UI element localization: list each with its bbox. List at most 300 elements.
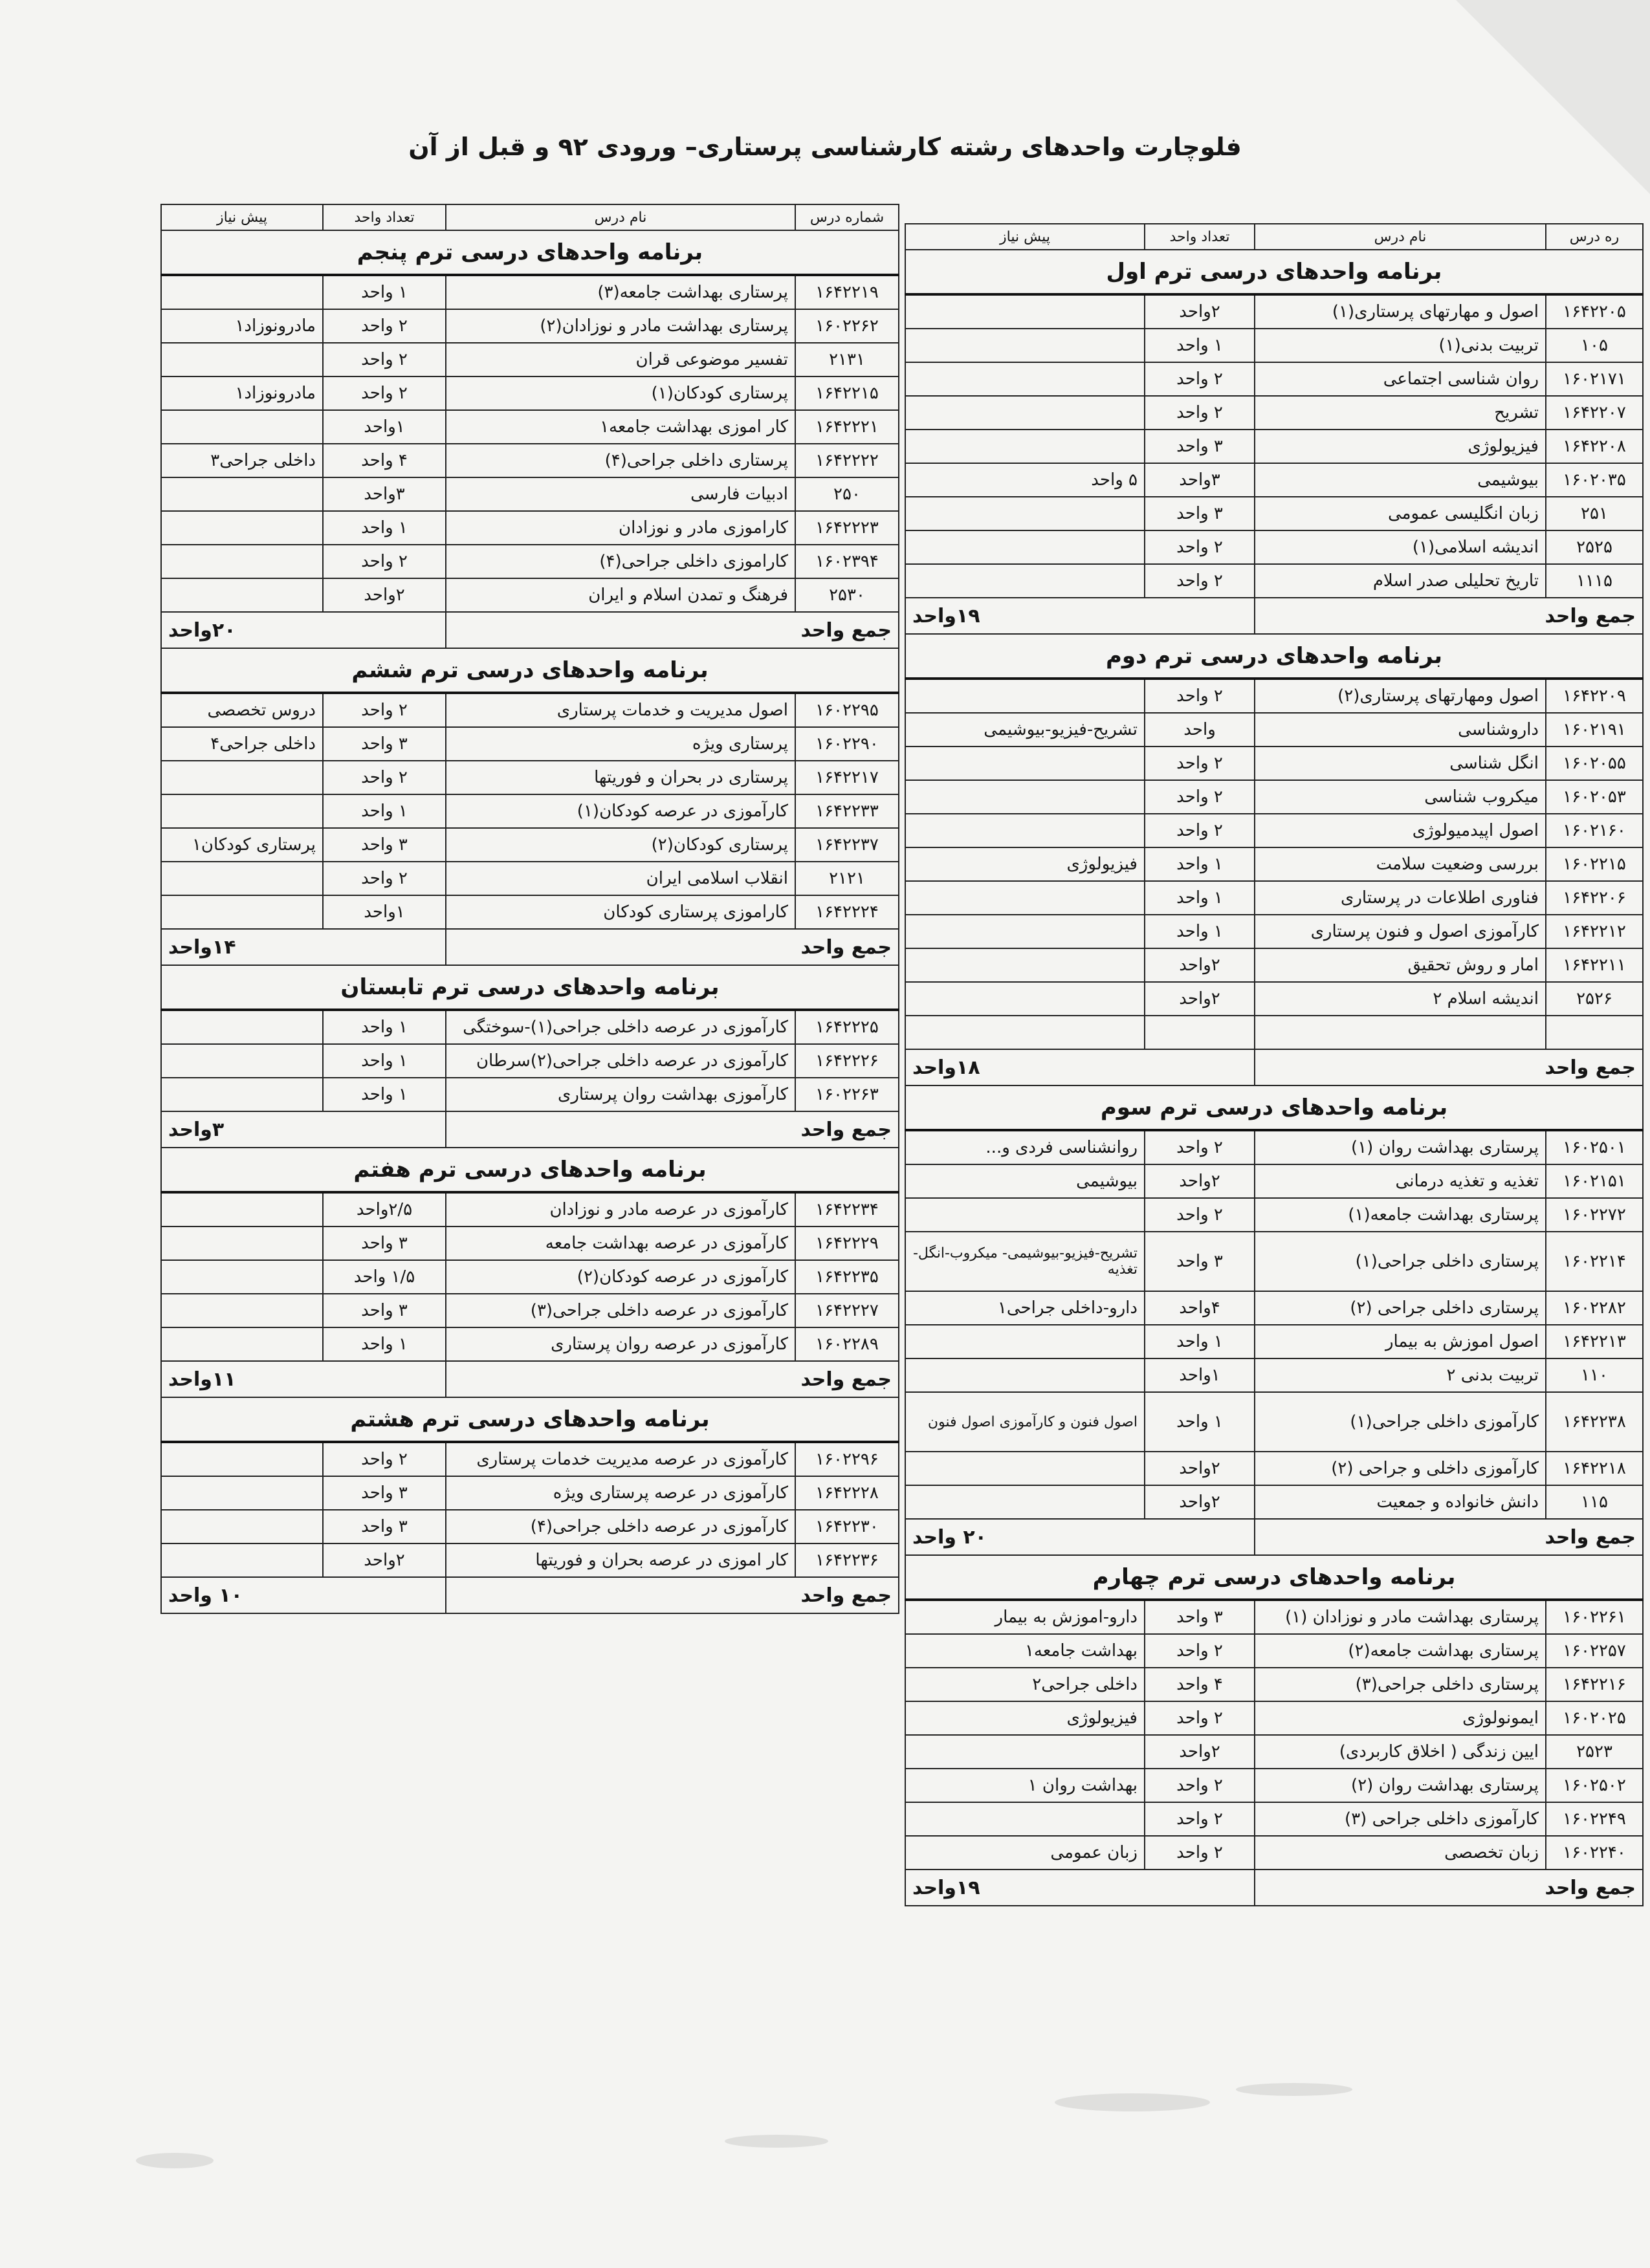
course-units: ۱ واحد <box>323 794 446 828</box>
course-units: ۱واحد <box>323 895 446 929</box>
course-row <box>161 1260 899 1294</box>
course-code: ۱۶۴۲۲۱۵ <box>795 376 899 410</box>
course-row <box>161 761 899 794</box>
course-units: ۱واحد <box>323 410 446 444</box>
total-label: جمع واحد <box>446 1111 899 1148</box>
total-units: ۳واحد <box>161 1111 446 1148</box>
course-prereq <box>161 511 323 545</box>
course-name: اصول و مهارتهای پرستاری(۱) <box>1255 294 1546 329</box>
course-code: ۱۶۴۲۲۱۷ <box>795 761 899 794</box>
term-total-row <box>161 1361 899 1397</box>
course-code: ۱۶۰۲۵۰۱ <box>1546 1130 1643 1164</box>
course-row <box>905 1232 1643 1291</box>
scan-smudge <box>97 2064 1521 2193</box>
course-units: ۳ واحد <box>323 1294 446 1327</box>
course-name: پرستاری داخلی جراحی (۲) <box>1255 1291 1546 1325</box>
course-units: ۱ واحد <box>1145 915 1255 948</box>
header-code: ره درس <box>1546 224 1643 250</box>
course-name: کارآموزی داخلی جراحی (۳) <box>1255 1802 1546 1836</box>
course-row <box>905 1392 1643 1452</box>
course-name: کارآموزی در عرصه مادر و نوزادان <box>446 1192 795 1227</box>
course-code: ۱۶۰۲۲۹۵ <box>795 693 899 727</box>
course-row <box>905 1600 1643 1634</box>
course-prereq: تشریح-فیزیو-بیوشیمی- میکروب-انگل-تغذیه <box>905 1232 1145 1291</box>
course-code: ۱۶۰۲۵۰۲ <box>1546 1769 1643 1802</box>
course-name: پرستاری بهداشت جامعه(۳) <box>446 275 795 309</box>
course-units: ۳ واحد <box>1145 1600 1255 1634</box>
course-units: ۲ واحد <box>1145 1701 1255 1735</box>
course-code: ۱۶۴۲۲۰۵ <box>1546 294 1643 329</box>
course-row <box>905 814 1643 847</box>
course-name: اصول مدیریت و خدمات پرستاری <box>446 693 795 727</box>
term-title: برنامه واحدهای درسی ترم تابستان <box>161 965 899 1010</box>
course-row <box>161 828 899 862</box>
course-prereq <box>905 396 1145 430</box>
course-name: اصول ومهارتهای پرستاری(۲) <box>1255 679 1546 713</box>
course-name: کاراموزی داخلی جراحی(۴) <box>446 545 795 578</box>
term-title: برنامه واحدهای درسی ترم پنجم <box>161 230 899 275</box>
course-prereq: داخلی جراحی۴ <box>161 727 323 761</box>
course-prereq <box>905 915 1145 948</box>
course-units: ۱ واحد <box>1145 1392 1255 1452</box>
course-row <box>161 1442 899 1476</box>
course-code: ۱۶۰۲۱۵۱ <box>1546 1164 1643 1198</box>
course-code: ۱۶۰۲۲۴۰ <box>1546 1836 1643 1870</box>
course-units: ۲ واحد <box>1145 780 1255 814</box>
header-units: تعداد واحد <box>1145 224 1255 250</box>
course-row <box>161 477 899 511</box>
course-code: ۲۵۲۳ <box>1546 1735 1643 1769</box>
term-title: برنامه واحدهای درسی ترم چهارم <box>905 1555 1643 1600</box>
term-total-row <box>161 1111 899 1148</box>
course-code: ۲۱۲۱ <box>795 862 899 895</box>
course-name: پرستاری ویژه <box>446 727 795 761</box>
course-units: واحد <box>1145 713 1255 747</box>
course-name: تشریح <box>1255 396 1546 430</box>
course-prereq <box>905 1198 1145 1232</box>
course-units: ۲ واحد <box>323 862 446 895</box>
course-row <box>905 1130 1643 1164</box>
course-code: ۱۶۰۲۱۷۱ <box>1546 362 1643 396</box>
course-name: کار اموزی بهداشت جامعه۱ <box>446 410 795 444</box>
course-prereq <box>905 1802 1145 1836</box>
term-title: برنامه واحدهای درسی ترم سوم <box>905 1085 1643 1130</box>
course-code: ۱۶۴۲۲۱۶ <box>1546 1668 1643 1701</box>
course-name: فرهنگ و تمدن اسلام و ایران <box>446 578 795 612</box>
course-units: ۳ واحد <box>323 828 446 862</box>
course-units: ۲ واحد <box>1145 747 1255 780</box>
term-total-row <box>161 612 899 648</box>
course-prereq: بیوشیمی <box>905 1164 1145 1198</box>
term-total-row <box>905 1519 1643 1555</box>
total-units: ۱۹واحد <box>905 598 1255 634</box>
term-total-row <box>905 598 1643 634</box>
course-prereq <box>161 1260 323 1294</box>
course-prereq <box>905 1358 1145 1392</box>
header-code: شماره درس <box>795 204 899 230</box>
term-header-row <box>161 965 899 1010</box>
course-row <box>161 343 899 376</box>
course-units: ۲ واحد <box>323 376 446 410</box>
course-units: ۱ واحد <box>1145 847 1255 881</box>
course-units: ۲ واحد <box>1145 564 1255 598</box>
term-total-row <box>905 1870 1643 1906</box>
course-units: ۳ واحد <box>1145 430 1255 463</box>
course-code: ۱۶۴۲۲۰۷ <box>1546 396 1643 430</box>
course-name: اصول اموزش به بیمار <box>1255 1325 1546 1358</box>
course-prereq <box>905 679 1145 713</box>
right-table <box>905 223 1644 1906</box>
course-row <box>905 747 1643 780</box>
course-row <box>161 727 899 761</box>
course-name: ایمونولوژی <box>1255 1701 1546 1735</box>
course-prereq: تشریح-فیزیو-بیوشیمی <box>905 713 1145 747</box>
course-units: ۲واحد <box>1145 1164 1255 1198</box>
term-header-row <box>905 1555 1643 1600</box>
course-name <box>1255 1016 1546 1049</box>
course-units: ۲ واحد <box>323 545 446 578</box>
course-code: ۱۶۴۲۲۳۳ <box>795 794 899 828</box>
header-prereq: پیش نیاز <box>905 224 1145 250</box>
course-row <box>161 1227 899 1260</box>
course-code: ۱۶۰۲۰۳۵ <box>1546 463 1643 497</box>
course-prereq <box>905 814 1145 847</box>
course-code: ۱۶۰۲۲۱۵ <box>1546 847 1643 881</box>
course-prereq: فیزیولوژی <box>905 1701 1145 1735</box>
course-name: کارآموزی در عرصه پرستاری ویژه <box>446 1476 795 1510</box>
course-name: میکروب شناسی <box>1255 780 1546 814</box>
course-row <box>161 1543 899 1577</box>
course-code: ۱۶۰۲۲۵۷ <box>1546 1634 1643 1668</box>
course-row <box>905 530 1643 564</box>
course-prereq: مادرونوزاد۱ <box>161 309 323 343</box>
total-units: ۲۰واحد <box>161 612 446 648</box>
course-row <box>905 564 1643 598</box>
course-row <box>905 915 1643 948</box>
course-code: ۱۶۴۲۲۱۲ <box>1546 915 1643 948</box>
course-prereq <box>161 761 323 794</box>
course-row <box>161 578 899 612</box>
course-code: ۱۶۰۲۲۸۹ <box>795 1327 899 1361</box>
course-prereq: زبان عمومی <box>905 1836 1145 1870</box>
course-units: ۳واحد <box>323 477 446 511</box>
course-code: ۱۶۴۲۲۱۸ <box>1546 1452 1643 1485</box>
course-code: ۱۶۴۲۲۳۴ <box>795 1192 899 1227</box>
course-units: ۲ واحد <box>323 309 446 343</box>
course-prereq: پرستاری کودکان۱ <box>161 828 323 862</box>
course-units <box>1145 1016 1255 1049</box>
course-code: ۱۶۴۲۲۲۶ <box>795 1044 899 1078</box>
course-name: پرستاری داخلی جراحی(۱) <box>1255 1232 1546 1291</box>
term-total-row <box>905 1049 1643 1085</box>
course-code: ۱۶۰۲۲۶۳ <box>795 1078 899 1111</box>
course-name: کارآموزی در عرصه داخلی جراحی(۲)سرطان <box>446 1044 795 1078</box>
course-name: کارآموزی در عرصه روان پرستاری <box>446 1327 795 1361</box>
term-header-row <box>905 1085 1643 1130</box>
course-row <box>905 1668 1643 1701</box>
course-units: ۲ واحد <box>323 693 446 727</box>
total-units: ۱۴واحد <box>161 929 446 965</box>
course-prereq <box>905 530 1145 564</box>
course-units: ۳ واحد <box>323 1227 446 1260</box>
total-label: جمع واحد <box>446 1361 899 1397</box>
total-label: جمع واحد <box>1255 1870 1643 1906</box>
course-units: ۲ واحد <box>323 1442 446 1476</box>
course-prereq <box>161 1044 323 1078</box>
course-prereq <box>905 294 1145 329</box>
course-prereq: اصول فنون و کارآموزی اصول فنون <box>905 1392 1145 1452</box>
course-code: ۲۵۰ <box>795 477 899 511</box>
course-prereq <box>905 1485 1145 1519</box>
course-code: ۱۶۰۲۲۹۰ <box>795 727 899 761</box>
course-name: ایین زندگی ( اخلاق کاربردی) <box>1255 1735 1546 1769</box>
course-units: ۲واحد <box>1145 1452 1255 1485</box>
course-prereq: دارو-داخلی جراحی۱ <box>905 1291 1145 1325</box>
course-row <box>161 1510 899 1543</box>
course-prereq: ۵ واحد <box>905 463 1145 497</box>
total-units: ۱۸واحد <box>905 1049 1255 1085</box>
course-row <box>905 329 1643 362</box>
course-row <box>905 1735 1643 1769</box>
course-row <box>905 1452 1643 1485</box>
course-code: ۱۶۰۲۲۱۴ <box>1546 1232 1643 1291</box>
course-units: ۲ واحد <box>1145 1769 1255 1802</box>
course-prereq: داخلی جراحی۲ <box>905 1668 1145 1701</box>
course-prereq <box>161 477 323 511</box>
course-prereq: دارو-اموزش به بیمار <box>905 1600 1145 1634</box>
course-row <box>161 309 899 343</box>
course-code: ۲۵۲۶ <box>1546 982 1643 1016</box>
course-prereq <box>905 329 1145 362</box>
course-row <box>905 881 1643 915</box>
course-prereq <box>905 564 1145 598</box>
course-name: کارآموزی داخلی جراحی(۱) <box>1255 1392 1546 1452</box>
total-units: ۱۱واحد <box>161 1361 446 1397</box>
term-header-row <box>161 1397 899 1442</box>
course-row <box>905 463 1643 497</box>
course-name: کاراموزی مادر و نوزادان <box>446 511 795 545</box>
course-units: ۲ واحد <box>1145 1634 1255 1668</box>
course-row <box>905 1358 1643 1392</box>
header-prereq: پیش نیاز <box>161 204 323 230</box>
course-units: ۳ واحد <box>1145 1232 1255 1291</box>
course-code: ۱۶۰۲۱۶۰ <box>1546 814 1643 847</box>
term-header-row <box>905 634 1643 679</box>
scan-corner-mark <box>1456 0 1650 272</box>
course-name: کارآموزی در عرصه بهداشت جامعه <box>446 1227 795 1260</box>
course-code: ۱۶۰۲۲۷۲ <box>1546 1198 1643 1232</box>
course-prereq <box>905 430 1145 463</box>
course-row <box>161 275 899 309</box>
course-name: کارآموزی در عرصه داخلی جراحی(۴) <box>446 1510 795 1543</box>
course-row <box>905 1802 1643 1836</box>
course-name: زبان تخصصی <box>1255 1836 1546 1870</box>
course-row <box>905 982 1643 1016</box>
course-name: انقلاب اسلامی ایران <box>446 862 795 895</box>
course-row <box>161 794 899 828</box>
course-units: ۳ واحد <box>323 1476 446 1510</box>
course-code: ۱۶۰۲۰۵۳ <box>1546 780 1643 814</box>
course-units: ۲واحد <box>323 578 446 612</box>
course-code: ۱۶۴۲۲۲۲ <box>795 444 899 477</box>
course-units: ۱ واحد <box>1145 329 1255 362</box>
total-units: ۲۰ واحد <box>905 1519 1255 1555</box>
course-code: ۱۶۰۲۳۹۴ <box>795 545 899 578</box>
course-units: ۳واحد <box>1145 463 1255 497</box>
course-code: ۱۶۴۲۲۳۶ <box>795 1543 899 1577</box>
header-units: تعداد واحد <box>323 204 446 230</box>
term-title: برنامه واحدهای درسی ترم اول <box>905 250 1643 294</box>
course-prereq <box>905 1016 1145 1049</box>
course-prereq <box>905 747 1145 780</box>
course-name: کارآموزی در عرصه داخلی جراحی(۱)-سوختگی <box>446 1010 795 1044</box>
course-name: پرستاری داخلی جراحی(۴) <box>446 444 795 477</box>
course-prereq <box>161 1078 323 1111</box>
course-name: کارآموزی بهداشت روان پرستاری <box>446 1078 795 1111</box>
course-code: ۱۰۵ <box>1546 329 1643 362</box>
course-row <box>905 1291 1643 1325</box>
course-prereq: بهداشت روان ۱ <box>905 1769 1145 1802</box>
course-name: فناوری اطلاعات در پرستاری <box>1255 881 1546 915</box>
course-name: پرستاری بهداشت جامعه(۲) <box>1255 1634 1546 1668</box>
course-code: ۱۱۱۵ <box>1546 564 1643 598</box>
course-name: کاراموزی پرستاری کودکان <box>446 895 795 929</box>
course-row <box>161 693 899 727</box>
course-code: ۱۶۰۲۲۹۶ <box>795 1442 899 1476</box>
right-column <box>906 223 1644 1906</box>
course-name: پرستاری در بحران و فوریتها <box>446 761 795 794</box>
course-name: پرستاری کودکان(۲) <box>446 828 795 862</box>
course-row <box>905 1634 1643 1668</box>
course-name: تغذیه و تغذیه درمانی <box>1255 1164 1546 1198</box>
course-code: ۱۶۰۲۰۵۵ <box>1546 747 1643 780</box>
course-row <box>905 430 1643 463</box>
course-row <box>905 679 1643 713</box>
course-units: ۱ واحد <box>323 1078 446 1111</box>
course-code: ۱۶۰۲۰۲۵ <box>1546 1701 1643 1735</box>
course-name: تفسیر موضوعی قران <box>446 343 795 376</box>
course-prereq <box>161 1192 323 1227</box>
course-prereq <box>905 881 1145 915</box>
course-row <box>905 1325 1643 1358</box>
course-name: انگل شناسی <box>1255 747 1546 780</box>
course-row <box>161 410 899 444</box>
course-name: کارآموزی در عرصه داخلی جراحی(۳) <box>446 1294 795 1327</box>
course-prereq <box>905 362 1145 396</box>
course-units: ۲ واحد <box>1145 814 1255 847</box>
course-code: ۲۵۲۵ <box>1546 530 1643 564</box>
course-row <box>161 895 899 929</box>
course-prereq <box>161 1543 323 1577</box>
course-name: تربیت بدنی(۱) <box>1255 329 1546 362</box>
course-code: ۲۱۳۱ <box>795 343 899 376</box>
course-name: پرستاری بهداشت روان (۲) <box>1255 1769 1546 1802</box>
course-units: ۲/۵واحد <box>323 1192 446 1227</box>
course-name: فیزیولوژی <box>1255 430 1546 463</box>
course-name: پرستاری بهداشت مادر و نوزادان(۲) <box>446 309 795 343</box>
course-name: کارآموزی در عرصه کودکان(۱) <box>446 794 795 828</box>
course-code: ۱۶۴۲۲۱۳ <box>1546 1325 1643 1358</box>
course-units: ۲ واحد <box>323 343 446 376</box>
course-units: ۴ واحد <box>1145 1668 1255 1701</box>
course-units: ۲ واحد <box>1145 1836 1255 1870</box>
course-row <box>161 1044 899 1078</box>
course-name: کارآموزی در عرصه مدیریت خدمات پرستاری <box>446 1442 795 1476</box>
course-units: ۱ واحد <box>323 511 446 545</box>
course-prereq <box>161 578 323 612</box>
course-code: ۱۶۴۲۲۲۹ <box>795 1227 899 1260</box>
total-units: ۱۹واحد <box>905 1870 1255 1906</box>
course-units: ۲واحد <box>1145 1485 1255 1519</box>
course-units: ۲ واحد <box>1145 362 1255 396</box>
course-prereq <box>161 343 323 376</box>
course-code: ۱۶۴۲۲۲۳ <box>795 511 899 545</box>
course-code: ۱۱۵ <box>1546 1485 1643 1519</box>
course-row <box>161 1192 899 1227</box>
course-units: ۲ واحد <box>1145 679 1255 713</box>
course-name: پرستاری کودکان(۱) <box>446 376 795 410</box>
course-units: ۲واحد <box>1145 982 1255 1016</box>
course-row <box>161 511 899 545</box>
course-row <box>161 444 899 477</box>
course-prereq: بهداشت جامعه۱ <box>905 1634 1145 1668</box>
course-prereq: روانشناسی فردی و... <box>905 1130 1145 1164</box>
term-title: برنامه واحدهای درسی ترم ششم <box>161 648 899 693</box>
course-row <box>905 1164 1643 1198</box>
course-row <box>161 1476 899 1510</box>
course-code: ۱۱۰ <box>1546 1358 1643 1392</box>
course-code: ۱۶۴۲۲۲۸ <box>795 1476 899 1510</box>
course-prereq <box>161 1510 323 1543</box>
course-code <box>1546 1016 1643 1049</box>
course-units: ۱ واحد <box>1145 1325 1255 1358</box>
course-prereq <box>905 982 1145 1016</box>
course-prereq <box>161 794 323 828</box>
course-units: ۲واحد <box>1145 294 1255 329</box>
total-label: جمع واحد <box>1255 1049 1643 1085</box>
course-units: ۱ واحد <box>323 275 446 309</box>
course-code: ۲۵۳۰ <box>795 578 899 612</box>
header-name: نام درس <box>446 204 795 230</box>
course-code: ۱۶۴۲۲۲۱ <box>795 410 899 444</box>
course-prereq <box>161 1442 323 1476</box>
course-row <box>905 1198 1643 1232</box>
course-code: ۱۶۴۲۲۳۰ <box>795 1510 899 1543</box>
course-units: ۱ واحد <box>323 1010 446 1044</box>
course-units: ۲ واحد <box>1145 396 1255 430</box>
course-prereq: مادرونوزاد۱ <box>161 376 323 410</box>
course-units: ۲واحد <box>1145 948 1255 982</box>
term-total-row <box>161 1577 899 1613</box>
course-units: ۳ واحد <box>323 1510 446 1543</box>
course-row <box>905 948 1643 982</box>
total-label: جمع واحد <box>1255 598 1643 634</box>
course-units: ۳ واحد <box>1145 497 1255 530</box>
course-prereq <box>905 497 1145 530</box>
course-units: ۳ واحد <box>323 727 446 761</box>
course-code: ۱۶۴۲۲۳۸ <box>1546 1392 1643 1452</box>
course-name: پرستاری بهداشت مادر و نوزادان (۱) <box>1255 1600 1546 1634</box>
course-prereq <box>161 1476 323 1510</box>
course-code: ۱۶۴۲۲۱۹ <box>795 275 899 309</box>
course-code: ۱۶۰۲۲۴۹ <box>1546 1802 1643 1836</box>
course-units: ۱/۵ واحد <box>323 1260 446 1294</box>
course-units: ۲واحد <box>1145 1735 1255 1769</box>
term-title: برنامه واحدهای درسی ترم هشتم <box>161 1397 899 1442</box>
course-units: ۲ واحد <box>1145 530 1255 564</box>
course-prereq: دروس تخصصی <box>161 693 323 727</box>
course-prereq <box>905 1735 1145 1769</box>
